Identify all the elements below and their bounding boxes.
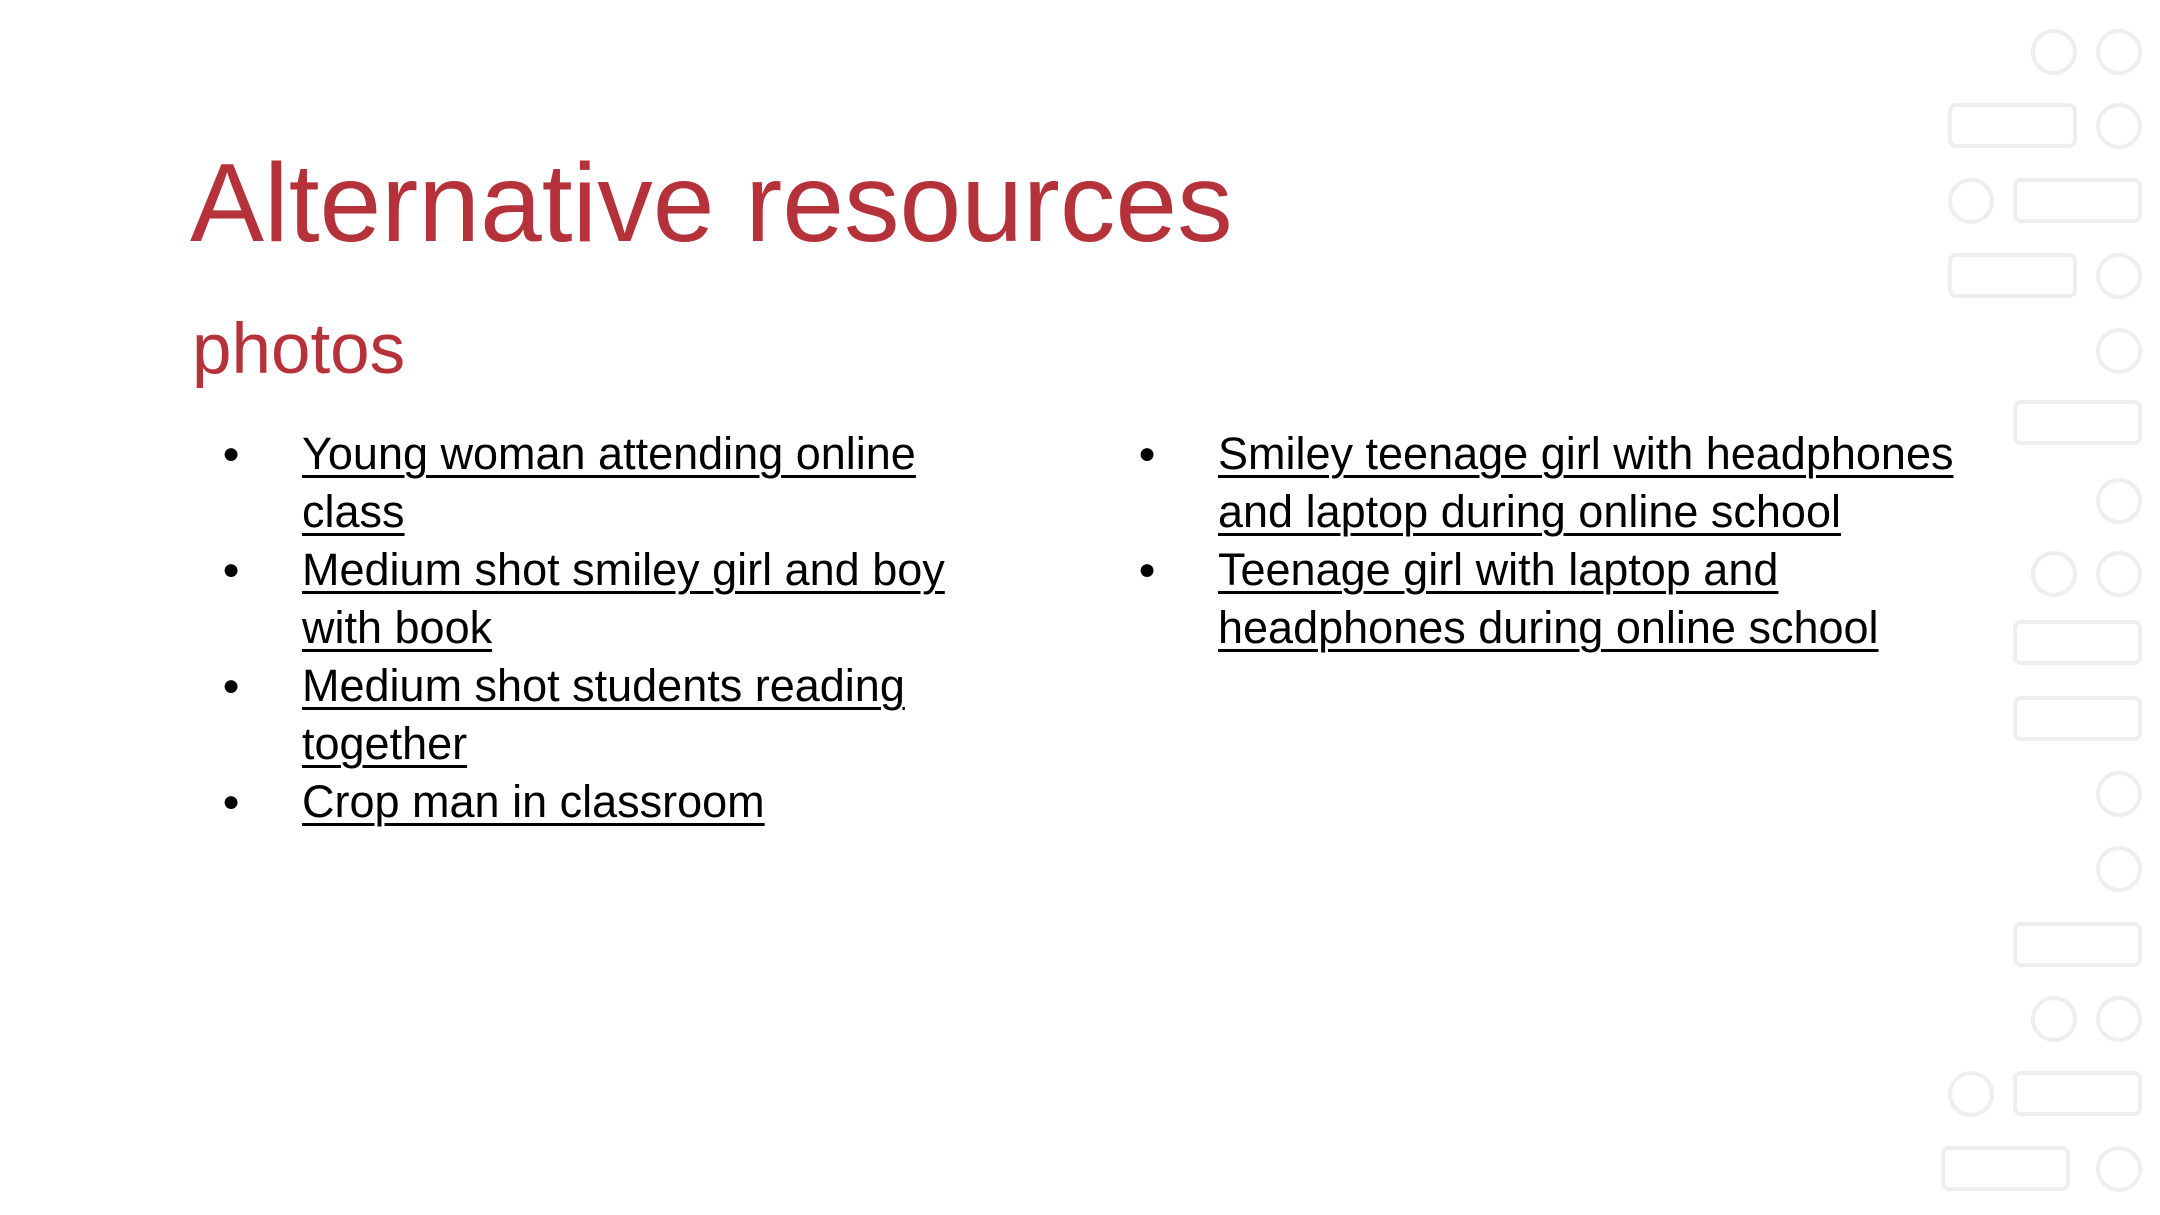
decor-rect-icon [2015, 622, 2140, 663]
list-item [222, 773, 1022, 831]
list-item [1138, 425, 1958, 541]
resource-link[interactable]: Young woman attending online class [302, 428, 916, 537]
decor-circle-icon [2098, 480, 2140, 522]
resource-list-right [1138, 425, 1958, 657]
resource-link[interactable]: Teenage girl with laptop and headphones during online school [1218, 544, 1879, 653]
resource-link[interactable]: Medium shot students reading together [302, 660, 905, 769]
decor-circle-icon [2098, 330, 2140, 372]
bullet-icon: ● [222, 553, 241, 586]
slide-subtitle: photos [192, 310, 406, 389]
bullet-icon: ● [1138, 437, 1157, 470]
resource-link[interactable]: Crop man in classroom [302, 776, 765, 827]
decor-rect-icon [2015, 180, 2140, 221]
decor-circle-icon [2098, 773, 2140, 815]
bullet-icon: ● [222, 437, 241, 470]
decor-circle-icon [2098, 848, 2140, 890]
resource-link[interactable]: Medium shot smiley girl and boy with book [302, 544, 945, 653]
list-item [1138, 541, 1958, 657]
list-item [222, 657, 1022, 773]
decor-circle-icon [2098, 31, 2140, 73]
decor-circle-icon [2098, 255, 2140, 297]
decor-circle-icon [2033, 31, 2075, 73]
decor-rect-icon [2015, 924, 2140, 965]
list-item [222, 425, 1022, 541]
decor-rect-icon [2015, 698, 2140, 739]
decor-circle-icon [1950, 180, 1992, 222]
resource-list-left [222, 425, 1022, 831]
decor-circle-icon [2033, 553, 2075, 595]
decor-circle-icon [2098, 998, 2140, 1040]
decor-circle-icon [2098, 1148, 2140, 1190]
decor-rect-icon [2015, 1073, 2140, 1114]
decor-rect-icon [2015, 402, 2140, 443]
decor-circle-icon [1950, 1073, 1992, 1115]
decor-rect-icon [1943, 1148, 2068, 1189]
slide-title: Alternative resources [190, 141, 1233, 265]
bullet-icon: ● [1138, 553, 1157, 586]
resource-link[interactable]: Smiley teenage girl with headphones and laptop during online school [1218, 428, 1954, 537]
decor-circle-icon [2098, 553, 2140, 595]
decor-circle-icon [2033, 998, 2075, 1040]
decor-circle-icon [2098, 105, 2140, 147]
decor-rect-icon [1950, 105, 2075, 146]
bullet-icon: ● [222, 669, 241, 702]
list-item [222, 541, 1022, 657]
decor-rect-icon [1950, 255, 2075, 296]
bullet-icon: ● [222, 785, 241, 818]
